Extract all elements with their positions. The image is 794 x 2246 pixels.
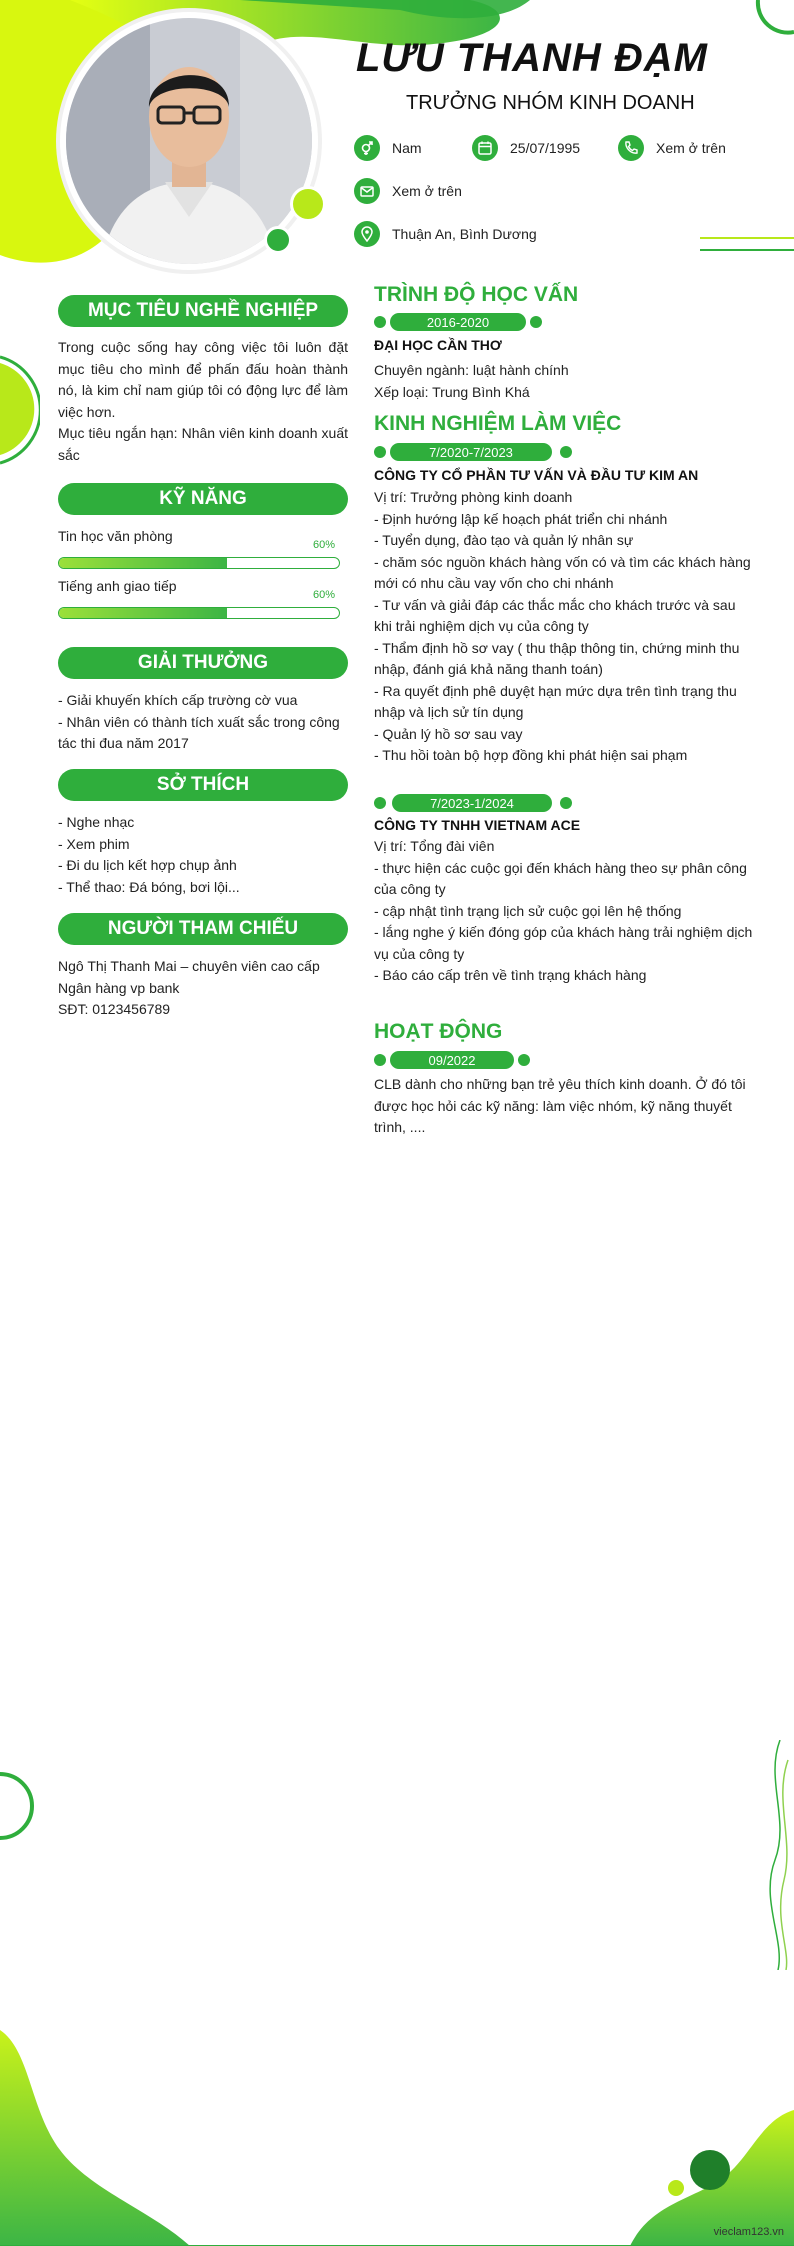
timeline-dot — [530, 316, 542, 328]
footer-decoration — [0, 2030, 794, 2246]
objective-text — [58, 337, 348, 466]
birthday-value: 25/07/1995 — [510, 140, 581, 156]
reference-line: Ngô Thị Thanh Mai – chuyên viên cao cấp — [58, 958, 320, 974]
skill-bar-fill — [59, 608, 227, 618]
job-date: 7/2023-1/2024 — [392, 794, 552, 812]
activity-date-bar — [374, 1051, 534, 1069]
right-edge-lines — [760, 1740, 794, 1970]
birthday-info — [472, 135, 580, 161]
job-line: - cập nhật tình trạng lịch sử cuộc gọi lên hệ thống — [374, 902, 682, 919]
objective-line: Trong cuộc sống hay công việc tôi luôn đặt mục tiêu cho mình để phấn đấu hoàn thành nó, là kim chỉ nam giúp tôi có động lực để làm việc hơn. — [58, 339, 348, 420]
job-line: - Thẩm định hồ sơ vay ( thu thập thông tin, chứng minh thu nhập, đánh giá khả năng thanh toán) — [374, 639, 740, 677]
job-line: - lắng nghe ý kiến đóng góp của khách hàng trải nghiệm dịch vụ của công ty — [374, 924, 753, 962]
education-details — [374, 360, 744, 403]
activity-date: 09/2022 — [390, 1051, 514, 1069]
job-date: 7/2020-7/2023 — [390, 443, 552, 461]
job-title: TRƯỞNG NHÓM KINH DOANH — [406, 92, 695, 114]
job-line: Vị trí: Trưởng phòng kinh doanh — [374, 489, 573, 505]
activity-line: CLB dành cho những bạn trẻ yêu thích kinh doanh. Ở đó tôi được học hỏi các kỹ năng: làm việc nhóm, kỹ năng thuyết trình, .... — [374, 1076, 746, 1135]
email-value: Xem ở trên — [392, 183, 462, 199]
job-date-bar — [374, 794, 574, 812]
references-heading: NGƯỜI THAM CHIẾU — [58, 913, 348, 945]
hobby-item: - Thể thao: Đá bóng, bơi lội... — [58, 878, 240, 895]
job-line: - Quản lý hồ sơ sau vay — [374, 725, 523, 742]
job-line: - Báo cáo cấp trên về tình trạng khách hàng — [374, 967, 647, 983]
job-line: - thực hiện các cuộc gọi đến khách hàng theo sự phân công của công ty — [374, 859, 747, 897]
hobby-item: - Nghe nhạc — [58, 814, 135, 830]
email-info — [354, 178, 462, 204]
timeline-dot — [374, 797, 386, 809]
address-info — [354, 221, 537, 247]
references-text — [58, 956, 350, 1021]
timeline-dot — [374, 1054, 386, 1066]
activity-text — [374, 1074, 754, 1139]
timeline-dot — [560, 797, 572, 809]
phone-icon — [618, 135, 644, 161]
avatar-dot-lime — [290, 186, 326, 222]
skill-percent: 60% — [313, 539, 336, 551]
timeline-dot — [374, 446, 386, 458]
awards-text — [58, 690, 350, 755]
job-line: - Ra quyết định phê duyệt hạn mức dựa trên tình trạng thu nhập và lịch sử tín dụng — [374, 682, 737, 720]
skill-label: Tin học văn phòng — [58, 528, 173, 544]
education-line: Xếp loại: Trung Bình Khá — [374, 383, 530, 400]
skill-percent: 60% — [313, 589, 336, 601]
education-heading: TRÌNH ĐỘ HỌC VẤN — [374, 283, 579, 306]
hobbies-heading: SỞ THÍCH — [58, 769, 348, 801]
objective-heading: MỤC TIÊU NGHỀ NGHIỆP — [58, 295, 348, 327]
hobby-item: - Xem phim — [58, 835, 130, 852]
timeline-dot — [518, 1054, 530, 1066]
reference-line: Ngân hàng vp bank — [58, 979, 180, 996]
avatar-dot-green — [264, 226, 292, 254]
gender-value: Nam — [392, 140, 422, 156]
experience-heading: KINH NGHIỆM LÀM VIỆC — [374, 412, 622, 435]
phone-info — [618, 135, 726, 161]
full-name: LƯU THANH ĐẠM — [356, 36, 708, 80]
address-value: Thuận An, Bình Dương — [392, 226, 537, 242]
job-line: - Định hướng lập kế hoạch phát triển chi nhánh — [374, 510, 668, 527]
phone-value: Xem ở trên — [656, 140, 726, 156]
education-date: 2016-2020 — [390, 313, 526, 331]
left-edge-decoration — [0, 355, 40, 465]
job-date-bar — [374, 443, 574, 461]
left-edge-ring — [0, 1772, 40, 1842]
timeline-dot — [374, 316, 386, 328]
education-line: Chuyên ngành: luật hành chính — [374, 362, 569, 378]
job-details — [374, 836, 754, 987]
hobby-item: - Đi du lịch kết hợp chụp ảnh — [58, 857, 237, 873]
job-line: Vị trí: Tổng đài viên — [374, 838, 495, 854]
skill-bar — [58, 557, 340, 569]
hobbies-text — [58, 812, 348, 898]
gender-icon — [354, 135, 380, 161]
reference-line: SĐT: 0123456789 — [58, 1001, 171, 1017]
job-line: - Thu hồi toàn bộ hợp đồng khi phát hiện sai phạm — [374, 747, 688, 763]
activities-heading: HOẠT ĐỘNG — [374, 1020, 503, 1043]
job-line: - Tư vấn và giải đáp các thắc mắc cho khách trước và sau khi trải nghiệm dịch vụ của công ty — [374, 596, 736, 634]
job-line: - chăm sóc nguồn khách hàng vốn có và tìm các khách hàng mới có nhu cầu vay vốn cho chi nhánh — [374, 553, 751, 591]
timeline-dot — [560, 446, 572, 458]
gender-info — [354, 135, 422, 161]
company-name: CÔNG TY TNHH VIETNAM ACE — [374, 817, 581, 833]
education-date-bar — [374, 313, 544, 331]
skill-label: Tiếng anh giao tiếp — [58, 578, 177, 594]
mail-icon — [354, 178, 380, 204]
award-item: - Giải khuyến khích cấp trường cờ vua — [58, 692, 298, 708]
award-item: - Nhân viên có thành tích xuất sắc trong công tác thi đua năm 2017 — [58, 713, 340, 751]
calendar-icon — [472, 135, 498, 161]
footer-brand: vieclam123.vn — [713, 2226, 784, 2238]
school-name: ĐẠI HỌC CẦN THƠ — [374, 337, 502, 353]
skills-heading: KỸ NĂNG — [58, 483, 348, 515]
skill-bar — [58, 607, 340, 619]
company-name: CÔNG TY CỔ PHẦN TƯ VẤN VÀ ĐẦU TƯ KIM AN — [374, 467, 699, 483]
location-pin-icon — [354, 221, 380, 247]
job-line: - Tuyển dụng, đào tạo và quản lý nhân sự — [374, 532, 634, 548]
job-details — [374, 487, 754, 767]
skill-bar-fill — [59, 558, 227, 568]
objective-line: Mục tiêu ngắn hạn: Nhân viên kinh doanh xuất sắc — [58, 425, 348, 463]
awards-heading: GIẢI THƯỞNG — [58, 647, 348, 679]
